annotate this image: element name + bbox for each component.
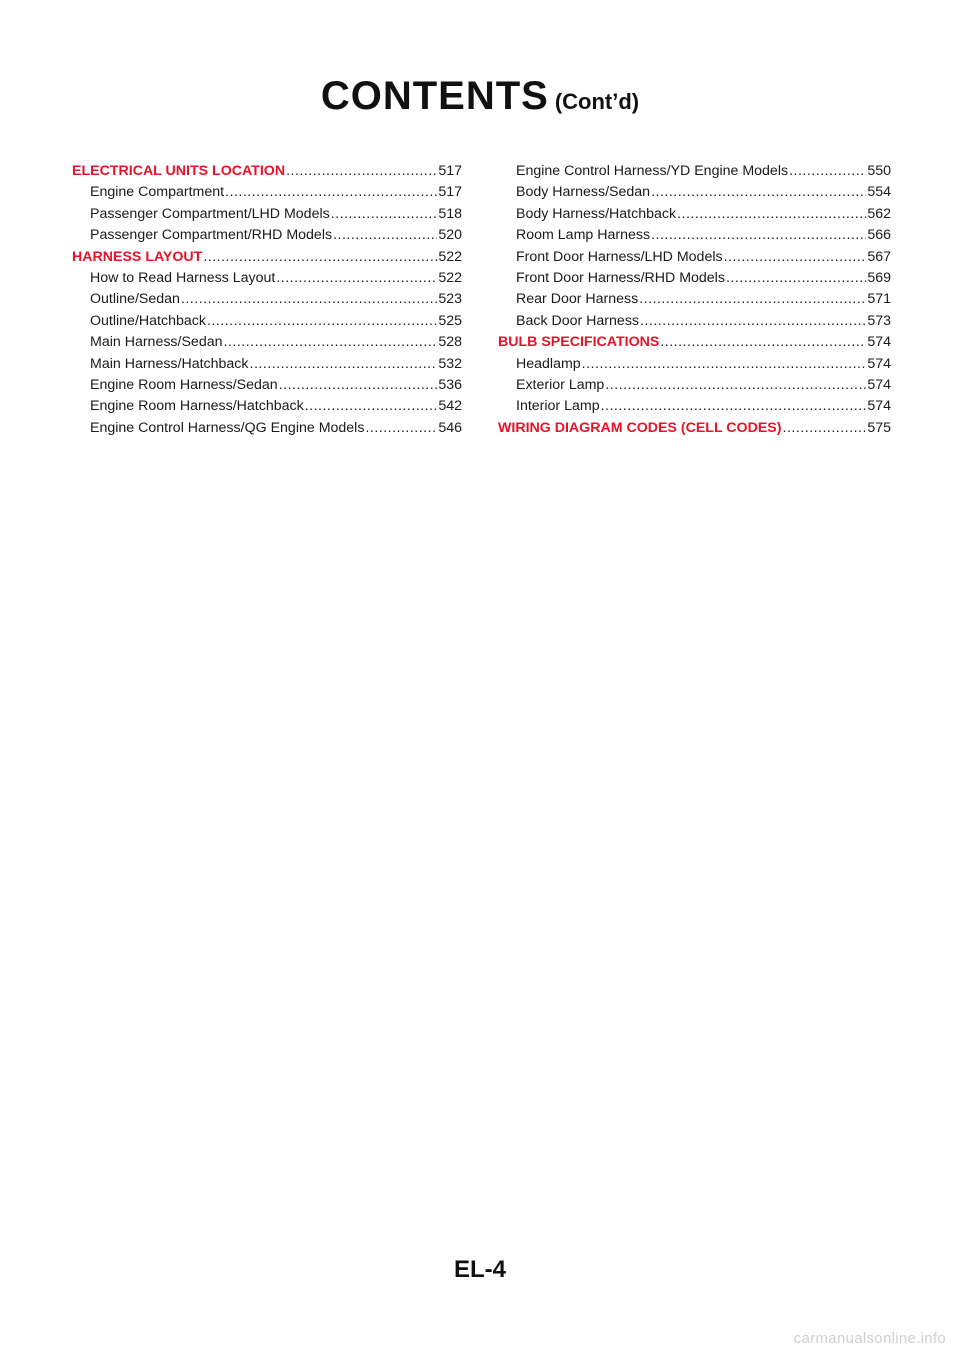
toc-entry-label: Passenger Compartment/RHD Models [90,227,333,244]
toc-entry-label: Main Harness/Sedan [90,334,223,351]
toc-entry-page: 554 [867,184,891,201]
toc-entry-page: 536 [438,376,462,393]
toc-entry-label: How to Read Harness Layout [90,269,276,286]
page-title: CONTENTS [320,74,549,118]
toc-section-heading[interactable] [498,418,891,439]
toc-entry[interactable] [498,311,891,332]
toc-column-right [498,161,891,439]
toc-entry[interactable] [72,225,462,246]
toc-entry-label: Passenger Compartment/LHD Models [90,205,330,222]
toc-entry-label: Engine Compartment [90,184,225,201]
toc-entry-label: Interior Lamp [516,398,600,415]
toc-entry-page: 518 [438,205,462,222]
toc-entry-page: 574 [867,376,891,393]
toc-dot-leader [286,161,437,182]
toc-entry-page: 523 [438,291,462,308]
toc-dot-leader [276,268,437,289]
toc-dot-leader [651,225,866,246]
toc-dot-leader [660,332,866,353]
toc-dot-leader [783,418,867,439]
toc-entry-page: 517 [438,163,462,179]
toc-entry-page: 532 [438,355,462,372]
toc-dot-leader [726,268,866,289]
toc-dot-leader [333,225,437,246]
toc-entry[interactable] [498,396,891,417]
toc-entry[interactable] [72,289,462,310]
toc-entry[interactable] [498,268,891,289]
toc-entry-label: Outline/Sedan [90,291,180,308]
toc-entry-label: Headlamp [516,355,581,372]
toc-entry[interactable] [72,354,462,375]
toc-entry[interactable] [72,204,462,225]
toc-entry-label: Body Harness/Hatchback [516,205,677,222]
toc-entry-label: Front Door Harness/RHD Models [516,269,725,286]
toc-entry[interactable] [72,396,462,417]
toc-entry[interactable] [72,332,462,353]
toc-entry-label: WIRING DIAGRAM CODES (CELL CODES) [498,419,782,436]
toc-entry[interactable] [498,182,891,203]
toc-entry-label: Engine Room Harness/Sedan [90,376,278,393]
toc-entry[interactable] [498,225,891,246]
toc-column-left [72,161,462,439]
toc-entry-page: 517 [438,184,462,201]
toc-entry-page: 575 [867,419,891,436]
watermark: carmanualsonline.info [793,1330,946,1347]
toc-entry-page: 571 [867,291,891,308]
page-number: EL-4 [453,1256,506,1283]
toc-dot-leader [225,182,437,203]
toc-dot-leader [365,418,437,439]
toc-entry-label: Front Door Harness/LHD Models [516,248,723,265]
toc-dot-leader [207,311,437,332]
toc-entry-page: 573 [867,312,891,329]
toc-entry-label: BULB SPECIFICATIONS [498,334,660,351]
toc-entry-page: 569 [867,269,891,286]
toc-entry-label: Main Harness/Hatchback [90,355,249,372]
toc-entry-page: 542 [438,398,462,415]
toc-dot-leader [224,332,438,353]
toc-entry-label: ELECTRICAL UNITS LOCATION [72,163,286,179]
toc-section-heading[interactable] [72,161,462,182]
toc-dot-leader [724,247,867,268]
toc-entry-label: Exterior Lamp [516,376,605,393]
toc-entry[interactable] [72,182,462,203]
toc-entry[interactable] [72,418,462,439]
toc-entry-page: 562 [867,205,891,222]
toc-dot-leader [640,311,866,332]
toc-entry-page: 574 [867,334,891,351]
toc-dot-leader [601,396,867,417]
toc-entry[interactable] [498,161,891,182]
toc-entry-page: 550 [867,163,891,179]
toc-entry-page: 520 [438,227,462,244]
toc-entry[interactable] [72,268,462,289]
toc-dot-leader [331,204,438,225]
toc-dot-leader [250,354,438,375]
toc-entry-page: 567 [867,248,891,265]
toc-entry-label: Outline/Hatchback [90,312,206,329]
toc-dot-leader [677,204,866,225]
toc-dot-leader [279,375,438,396]
toc-dot-leader [639,289,866,310]
toc-entry-page: 522 [438,248,462,265]
toc-entry-page: 522 [438,269,462,286]
toc-entry-label: Engine Control Harness/QG Engine Models [90,419,365,436]
toc-dot-leader [203,247,437,268]
toc-entry-label: Room Lamp Harness [516,227,651,244]
toc-entry-page: 574 [867,398,891,415]
toc-dot-leader [605,375,866,396]
toc-entry-label: Engine Control Harness/YD Engine Models [516,163,789,179]
toc-section-heading[interactable] [72,247,462,268]
toc-entry-page: 525 [438,312,462,329]
toc-entry-label: HARNESS LAYOUT [72,248,203,265]
toc-entry-label: Back Door Harness [516,312,640,329]
toc-entry[interactable] [72,311,462,332]
toc-entry[interactable] [498,354,891,375]
toc-entry[interactable] [498,289,891,310]
toc-entry-label: Engine Room Harness/Hatchback [90,398,304,415]
toc-entry-page: 574 [867,355,891,372]
toc-dot-leader [582,354,867,375]
page-header [0,74,960,119]
toc-section-heading[interactable] [498,332,891,353]
toc-dot-leader [651,182,866,203]
toc-entry-page: 566 [867,227,891,244]
page-title-suffix: (Cont’d) [554,89,640,114]
toc-entry[interactable] [72,375,462,396]
toc-entry-label: Body Harness/Sedan [516,184,651,201]
toc-dot-leader [181,289,437,310]
toc-dot-leader [305,396,438,417]
toc-entry-page: 528 [438,334,462,351]
toc-entry[interactable] [498,247,891,268]
toc-entry[interactable] [498,204,891,225]
toc-entry-page: 546 [438,419,462,436]
toc-dot-leader [789,161,866,182]
toc-entry[interactable] [498,375,891,396]
toc-entry-label: Rear Door Harness [516,291,639,308]
